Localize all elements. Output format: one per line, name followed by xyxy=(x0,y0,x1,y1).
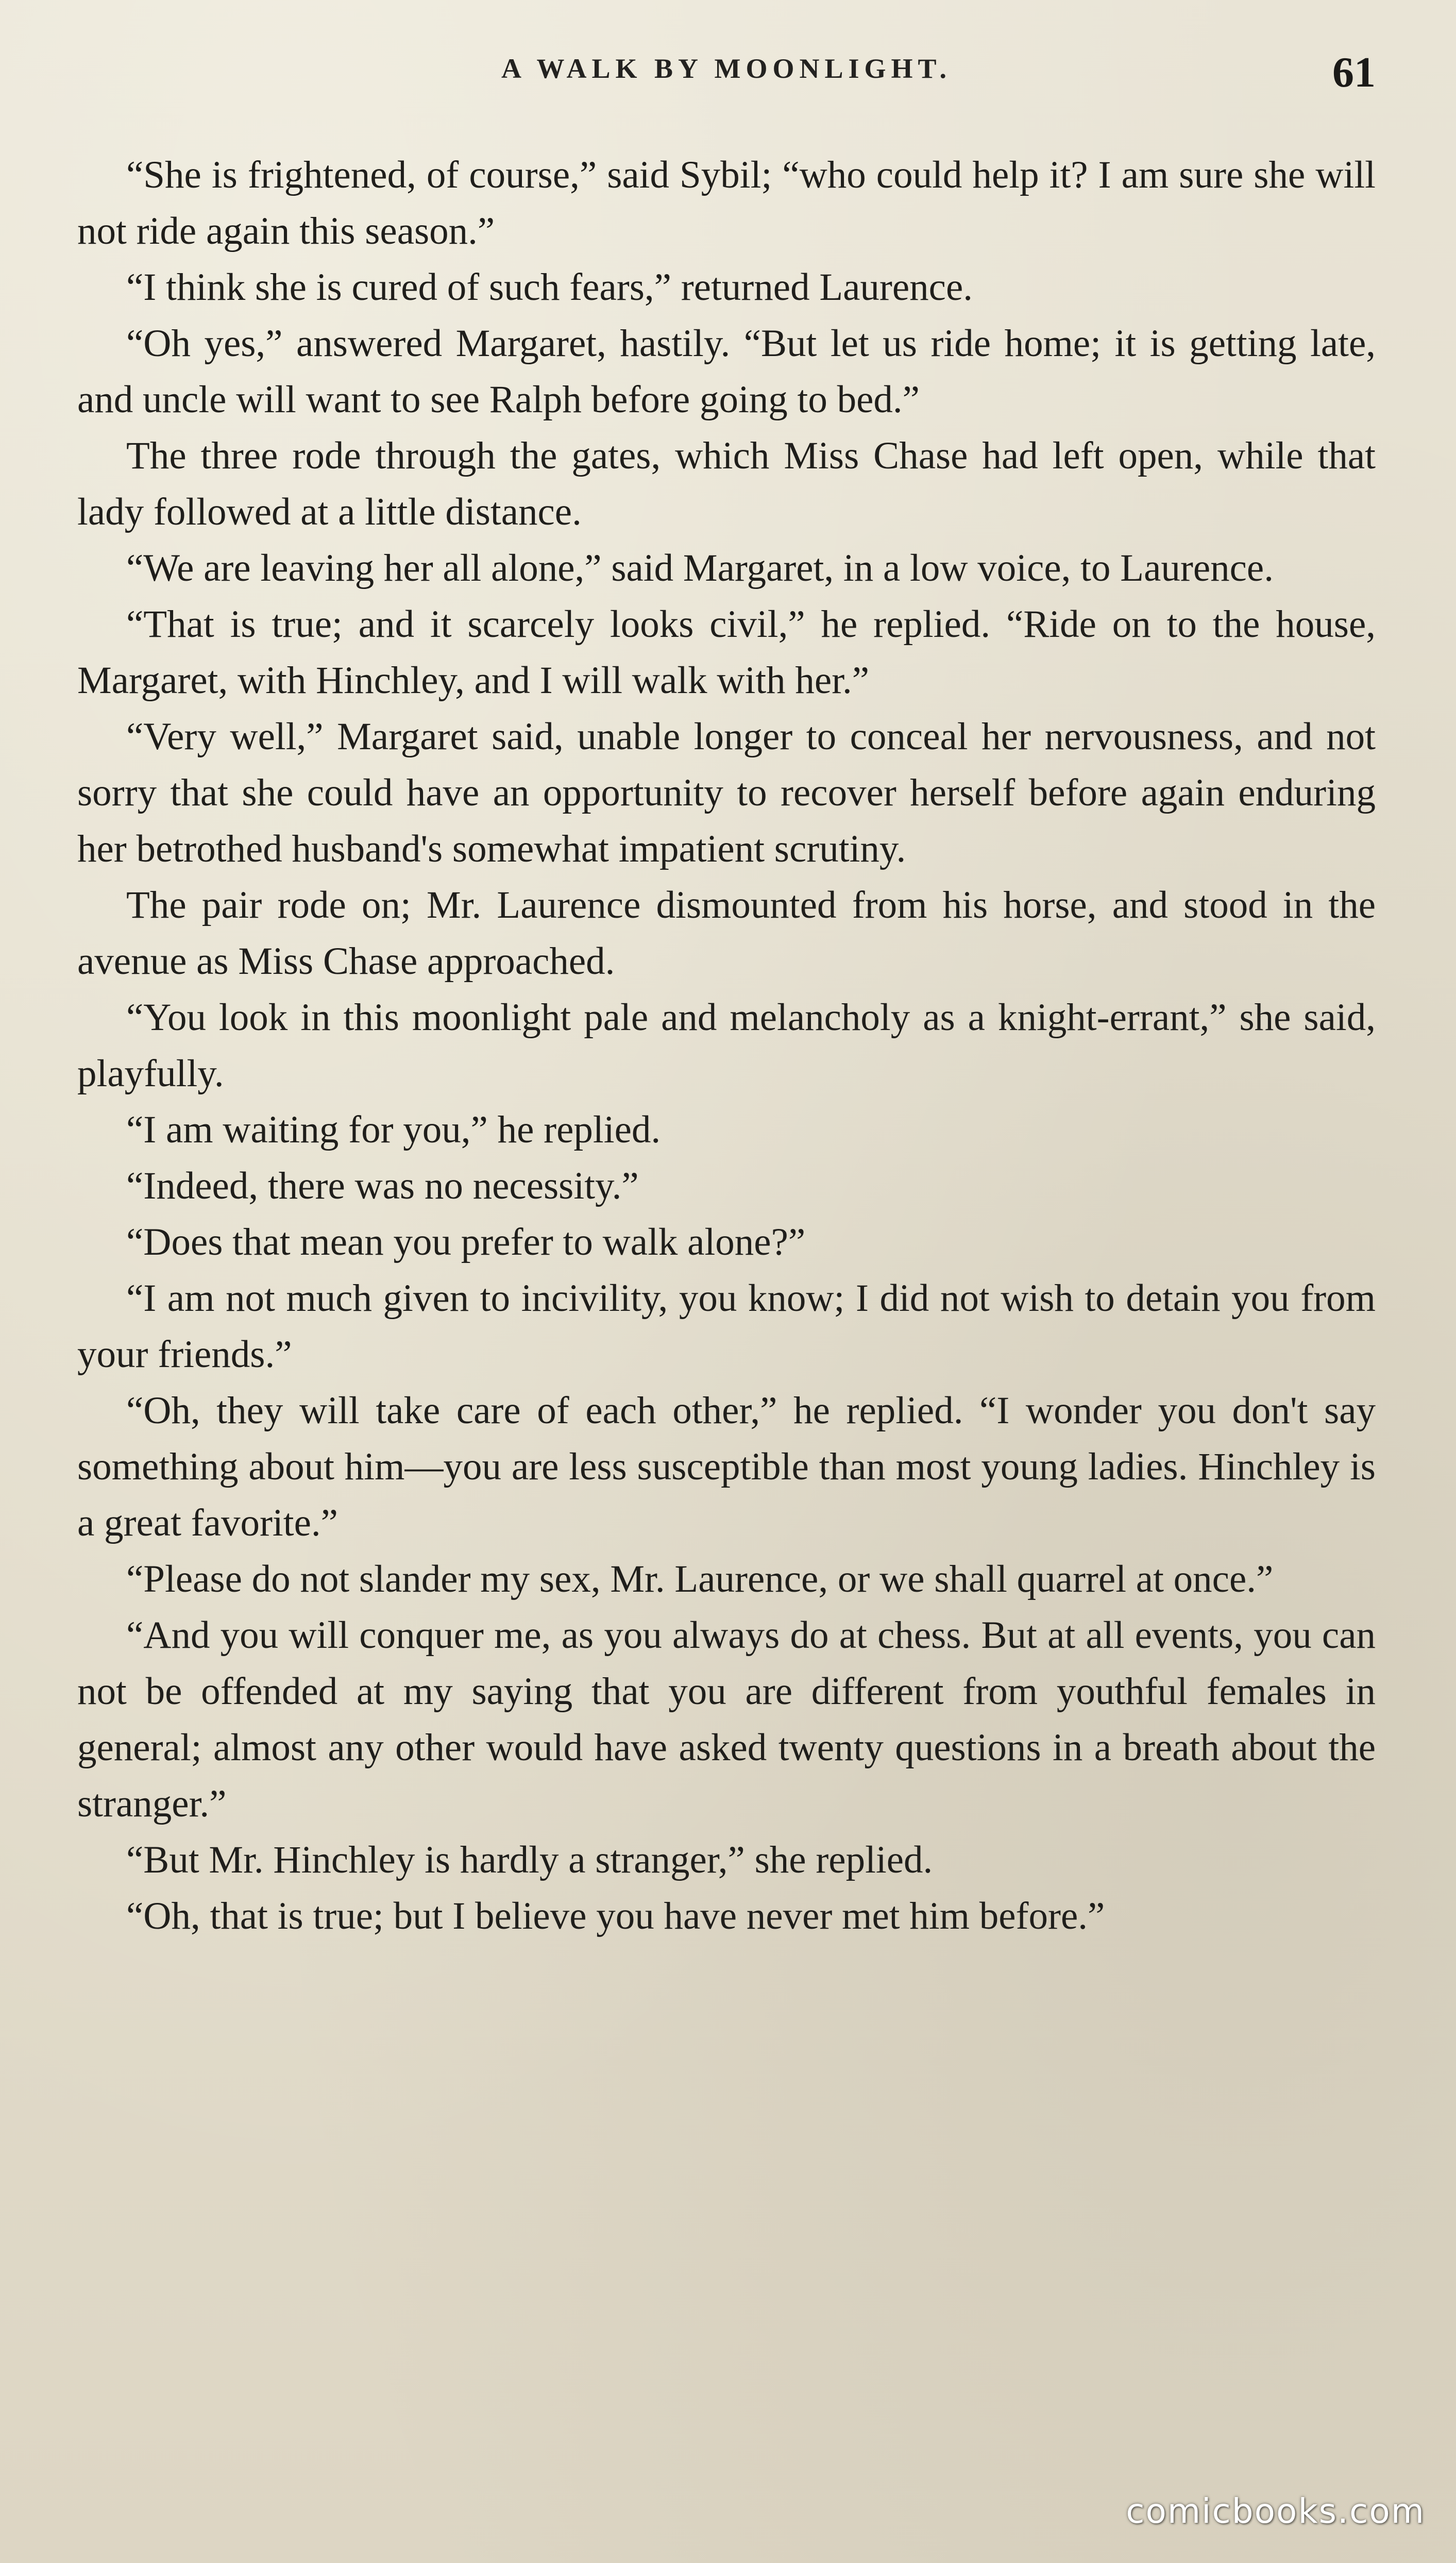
paragraph: “Very well,” Margaret said, unable longer to conceal her nervousness, and not sorry that she could have an opportunity to recover herself before again enduring her betrothed husband's somewhat impatient scrutiny. xyxy=(77,715,1376,870)
paragraph: “Does that mean you prefer to walk alone?” xyxy=(126,1221,806,1263)
paragraph: “I am not much given to incivility, you know; I did not wish to detain you from your friends.” xyxy=(77,1277,1376,1376)
paragraph: “I am waiting for you,” he replied. xyxy=(126,1108,661,1151)
paragraph: “You look in this moonlight pale and melancholy as a knight-errant,” she said, playfully. xyxy=(77,996,1376,1095)
paragraph: “But Mr. Hinchley is hardly a stranger,” she replied. xyxy=(126,1839,933,1881)
paragraph: “I think she is cured of such fears,” returned Laurence. xyxy=(126,266,973,309)
running-title: A WALK BY MOONLIGHT. xyxy=(501,53,952,84)
paragraph: “And you will conquer me, as you always do at chess. But at all events, you can not be offended at my saying that you are different from youthful females in general; almost any other would have asked twenty questions in a breath about the stranger.” xyxy=(77,1614,1376,1825)
paragraph: “That is true; and it scarcely looks civil,” he replied. “Ride on to the house, Margaret, with Hinchley, and I will walk with her.” xyxy=(77,603,1376,702)
paragraph: “Oh, that is true; but I believe you have never met him before.” xyxy=(126,1895,1105,1937)
paragraph: The pair rode on; Mr. Laurence dismounted from his horse, and stood in the avenue as Miss Chase approached. xyxy=(77,884,1376,983)
paragraph: “Oh, they will take care of each other,” he replied. “I wonder you don't say something about him—you are less susceptible than most young ladies. Hinchley is a great favorite.” xyxy=(77,1389,1376,1544)
watermark: comicbooks.com xyxy=(1126,2491,1425,2531)
running-head xyxy=(77,47,1376,104)
paragraph: “She is frightened, of course,” said Sybil; “who could help it? I am sure she will not ride again this season.” xyxy=(77,154,1376,252)
page-number: 61 xyxy=(1332,48,1376,96)
paragraph: “Oh yes,” answered Margaret, hastily. “But let us ride home; it is getting late, and uncle will want to see Ralph before going to bed.” xyxy=(77,322,1376,421)
paragraph: The three rode through the gates, which Miss Chase had left open, while that lady followed at a little distance. xyxy=(77,434,1376,533)
paragraph: “Please do not slander my sex, Mr. Laurence, or we shall quarrel at once.” xyxy=(126,1558,1274,1600)
paragraph: “Indeed, there was no necessity.” xyxy=(126,1165,639,1207)
body-text xyxy=(77,147,1376,1944)
paragraph: “We are leaving her all alone,” said Margaret, in a low voice, to Laurence. xyxy=(126,547,1274,589)
